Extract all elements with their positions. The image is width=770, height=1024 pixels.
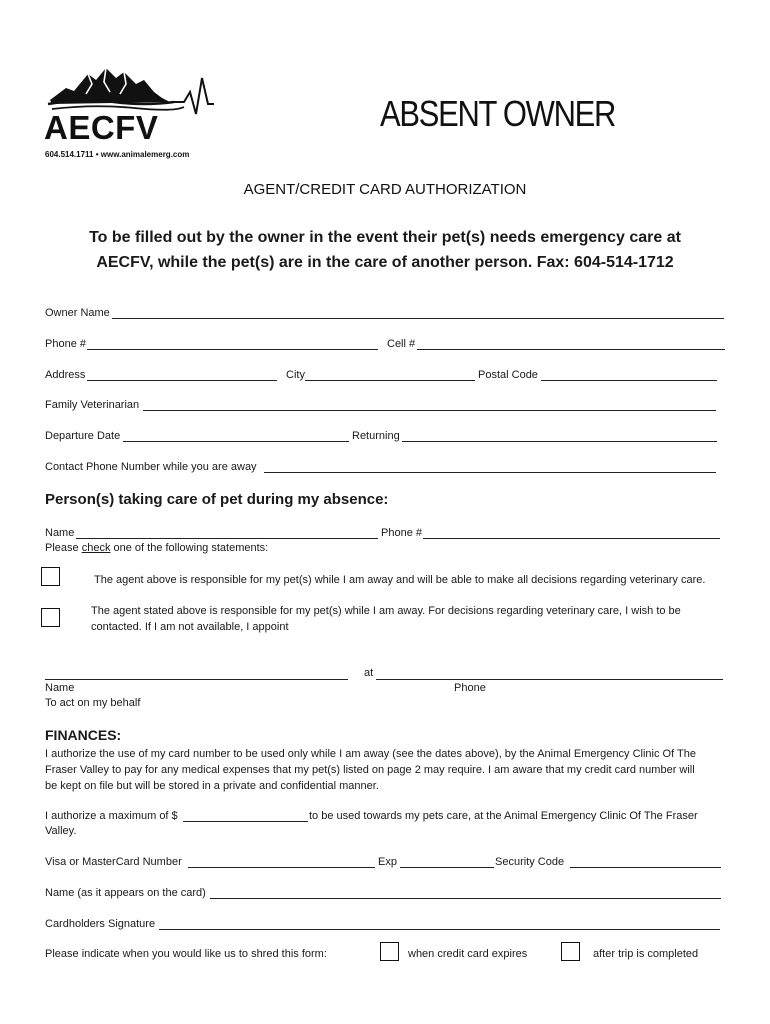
caretaker-name-field[interactable] <box>76 538 378 539</box>
max-amount-line-2: Valley. <box>45 825 77 837</box>
document-title: ABSENT OWNER <box>380 93 616 134</box>
signature-label: Cardholders Signature <box>45 918 156 930</box>
city-label: City <box>286 369 305 381</box>
behalf-label: To act on my behalf <box>45 697 141 709</box>
caretaker-heading: Person(s) taking care of pet during my absence: <box>45 491 389 508</box>
shred-after-trip-checkbox[interactable] <box>561 942 580 961</box>
finances-para-line-2: Fraser Valley to pay for any medical expenses that my pet(s) listed on page 2 may require. I am aware that my credit card number will <box>45 764 695 776</box>
shred-prompt: Please indicate when you would like us to shred this form: <box>45 948 327 960</box>
appointee-phone-label: Phone <box>454 682 486 694</box>
appointee-name-label: Name <box>45 682 75 694</box>
departure-date-field[interactable] <box>123 441 349 442</box>
instruction-post: one of the following statements: <box>110 542 269 554</box>
shred-on-expiry-checkbox[interactable] <box>380 942 399 961</box>
returning-field[interactable] <box>402 441 717 442</box>
appointee-name-field[interactable] <box>45 679 348 680</box>
finances-para-line-1: I authorize the use of my card number to be used only while I am away (see the dates above), by the Animal Emergency Clinic Of The <box>45 748 696 760</box>
statement-2-checkbox[interactable] <box>41 608 60 627</box>
card-number-label: Visa or MasterCard Number <box>45 856 182 868</box>
finances-paragraph <box>45 746 696 794</box>
statement-1-checkbox[interactable] <box>41 567 60 586</box>
statement-1-text: The agent above is responsible for my pet(s) while I am away and will be able to make all decisions regarding veterinary care. <box>94 574 706 586</box>
card-number-field[interactable] <box>188 867 375 868</box>
owner-name-label: Owner Name <box>45 307 110 319</box>
intro-line-1: To be filled out by the owner in the event their pet(s) needs emergency care at <box>89 229 681 246</box>
max-amount-field[interactable] <box>183 821 308 822</box>
security-code-field[interactable] <box>570 867 721 868</box>
exp-label: Exp <box>378 856 397 868</box>
shred-option-1: when credit card expires <box>408 948 528 960</box>
instruction-pre: Please <box>45 542 82 554</box>
security-code-label: Security Code <box>495 856 565 868</box>
family-vet-label: Family Veterinarian <box>45 399 140 411</box>
finances-para-line-3: be kept on file but will be stored in a private and confidential manner. <box>45 780 379 792</box>
caretaker-phone-label: Phone # <box>381 527 422 539</box>
statement-2-line-2: contacted. If I am not available, I appoint <box>91 621 289 633</box>
instruction-check: check <box>81 542 111 554</box>
max-amount-pre: I authorize a maximum of $ <box>45 810 178 822</box>
document-subtitle: AGENT/CREDIT CARD AUTHORIZATION <box>243 181 527 198</box>
finances-heading: FINANCES: <box>45 727 122 743</box>
returning-label: Returning <box>352 430 400 442</box>
phone-label: Phone # <box>45 338 86 350</box>
postal-code-label: Postal Code <box>478 369 538 381</box>
statement-2-line-1: The agent stated above is responsible for my pet(s) while I am away. For decisions regarding veterinary care, I wish to be <box>91 605 681 617</box>
at-label: at <box>364 667 374 679</box>
signature-field[interactable] <box>159 929 720 930</box>
city-field[interactable] <box>305 380 475 381</box>
address-label: Address <box>45 369 86 381</box>
address-field[interactable] <box>87 380 277 381</box>
name-on-card-field[interactable] <box>210 898 721 899</box>
logo-contact: 604.514.1711 • www.animalemerg.com <box>45 150 190 159</box>
caretaker-phone-field[interactable] <box>423 538 720 539</box>
check-instruction <box>45 542 268 554</box>
intro-line-2: AECFV, while the pet(s) are in the care of another person. Fax: 604-514-1712 <box>96 254 674 271</box>
family-vet-field[interactable] <box>143 410 716 411</box>
logo-text: AECFV <box>44 109 159 146</box>
max-amount-post: to be used towards my pets care, at the Animal Emergency Clinic Of The Fraser <box>309 810 698 822</box>
caretaker-name-label: Name <box>45 527 75 539</box>
exp-field[interactable] <box>400 867 494 868</box>
appointee-phone-field[interactable] <box>376 679 723 680</box>
postal-code-field[interactable] <box>541 380 717 381</box>
contact-phone-label: Contact Phone Number while you are away <box>45 461 257 473</box>
aecfv-logo <box>44 64 220 164</box>
contact-phone-field[interactable] <box>264 472 716 473</box>
owner-name-field[interactable] <box>112 318 724 319</box>
cell-label: Cell # <box>387 338 416 350</box>
departure-date-label: Departure Date <box>45 430 121 442</box>
name-on-card-label: Name (as it appears on the card) <box>45 887 206 899</box>
shred-option-2: after trip is completed <box>593 948 699 960</box>
phone-field[interactable] <box>87 349 378 350</box>
cell-field[interactable] <box>417 349 725 350</box>
